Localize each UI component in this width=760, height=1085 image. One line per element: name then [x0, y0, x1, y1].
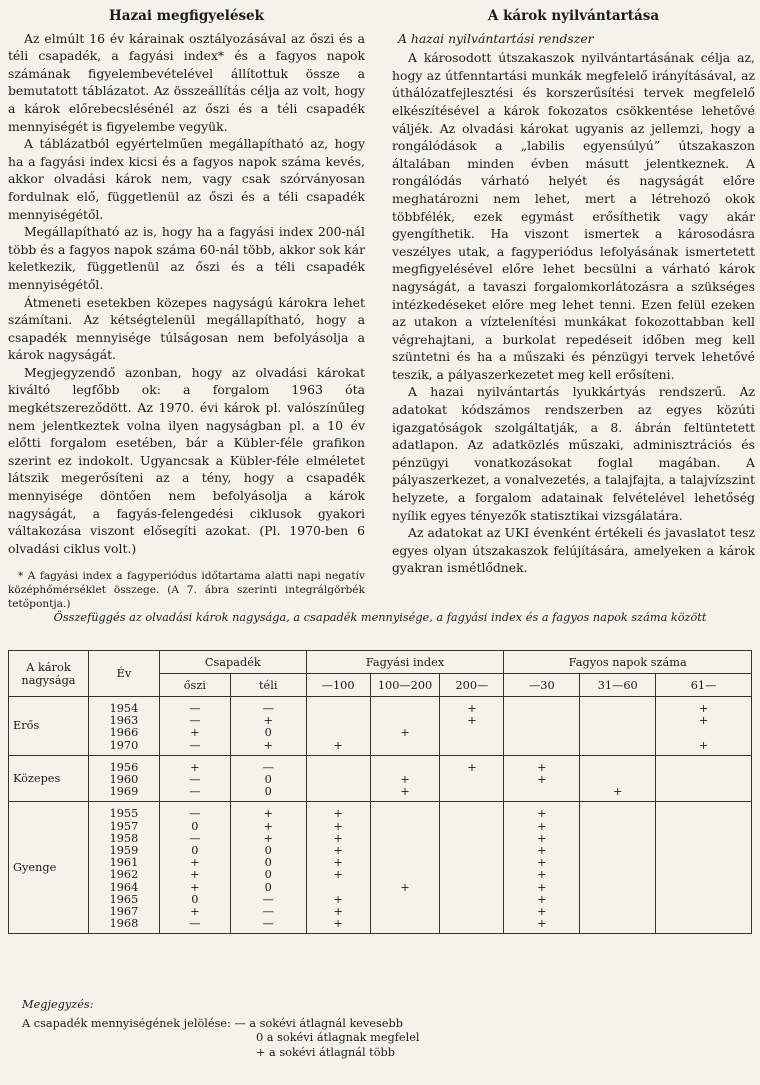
left-paragraph-1: Az elmúlt 16 év kárainak osztályozásával az őszi és a téli csapadék, a fagyási index* és a fagyos napok számának figyelembevételével állítottuk össze a bemutatott táblázatot. Az összeállítás célja az volt, hogy a károk előrebecslésénél az őszi és a téli csapadék mennyiségét is figyelembe vegyük.: [8, 30, 365, 134]
left-paragraph-3: Megállapítható az is, hogy ha a fagyási index 200-nál több és a fagyos napok száma 60-nál több, akkor sok kár keletkezik, függetlenül az őszi és a téli csapadék mennyiségétől.: [8, 224, 365, 292]
cell-fn3: [656, 755, 752, 802]
cell-fi2: +: [370, 697, 440, 756]
notes-title: Megjegyzés:: [22, 998, 94, 1011]
cell-fn3: [656, 802, 752, 934]
left-paragraph-5: Megjegyzendő azonban, hogy az olvadási károkat kiváltó legfőbb ok: a forgalom 1963 óta megkétszereződött. Az 1970. évi károk pl. valószínűleg nem jelentkeztek volna ilyen nagyságban pl. a 10 év előtti forgalom esetében, bár a Kübler-féle grafikon szerint ez indokolt. Ugyancsak a Kübler-féle elméletet látszik megerősíteni az a tény, hogy a csapadék mennyisége döntően nem befolyásolja a károk nagyságát, a fagyás-felengedési ciklusok gyakori váltakozása viszont elősegíti azokat. (Pl. 1970-ben 6 olvadási ciklus volt.): [8, 364, 365, 556]
cell-years: 1954 1963 1966 1970: [88, 697, 159, 756]
right-column: [392, 8, 755, 577]
cell-fi1: [306, 755, 370, 802]
cell-fn1: + + + + + + + + + +: [504, 802, 580, 934]
header-damage-size: A károk nagysága: [9, 651, 89, 697]
header-fi-2: 100—200: [370, 674, 440, 697]
cell-fn2: [580, 802, 656, 934]
damage-category: Gyenge: [9, 802, 89, 934]
header-precipitation: Csapadék: [159, 651, 306, 674]
header-fn-2: 31—60: [580, 674, 656, 697]
header-fi-3: 200—: [440, 674, 504, 697]
cell-teli: + + + 0 0 0 0 — — —: [230, 802, 306, 934]
right-subheading: A hazai nyilvántartási rendszer: [398, 30, 594, 46]
notes-line-1: A csapadék mennyiségének jelölése: — a sokévi átlagnál kevesebb: [22, 1016, 403, 1030]
header-winter: téli: [230, 674, 306, 697]
damage-table: [8, 650, 752, 934]
header-fn-1: —30: [504, 674, 580, 697]
table-title: Összefüggés az olvadási károk nagysága, a csapadék mennyisége, a fagyási index és a fagyos napok száma között: [53, 611, 707, 624]
notes-line-2: 0 a sokévi átlagnak megfelel: [256, 1031, 420, 1044]
cell-years: 1955 1957 1958 1959 1961 1962 1964 1965 1967 1968: [88, 802, 159, 934]
header-year: Év: [88, 651, 159, 697]
cell-oszi: — — + —: [159, 697, 230, 756]
table-row: [9, 697, 752, 756]
cell-fn3: + + +: [656, 697, 752, 756]
header-fi-1: —100: [306, 674, 370, 697]
right-paragraph-3: Az adatokat az UKI évenként értékeli és javaslatot tesz egyes olyan útszakaszok felújítására, amelyeken a károk gyakran ismétlődnek.: [392, 525, 755, 576]
left-paragraph-4: Átmeneti esetekben közepes nagyságú károkra lehet számítani. Az kétségtelenül megállapítható, hogy a csapadék mennyisége túlságosan nem befolyásolja a károk nagyságát.: [8, 294, 365, 363]
table-row: [9, 802, 752, 934]
cell-fi3: + +: [440, 697, 504, 756]
damage-category: Közepes: [9, 755, 89, 802]
cell-fi2: + +: [370, 755, 440, 802]
cell-oszi: — 0 — 0 + + + 0 + —: [159, 802, 230, 934]
table-row: [9, 755, 752, 802]
cell-fi2: +: [370, 802, 440, 934]
footnote: * A fagyási index a fagyperiódus időtartama alatti napi negatív középhőmérséklet összege. (A 7. ábra szerinti integrálgörbék tetőpontja.): [8, 570, 365, 611]
left-paragraph-2: A táblázatból egyértelműen megállapítható az, hogy ha a fagyási index kicsi és a fagyos napok száma kevés, akkor olvadási károk nem, vagy csak szórványosan fordulnak elő, függetlenül az őszi és a téli csapadék mennyiségétől.: [8, 136, 365, 222]
header-frost-days: Fagyos napok száma: [504, 651, 752, 674]
cell-fi3: [440, 802, 504, 934]
cell-teli: — + 0 +: [230, 697, 306, 756]
cell-teli: — 0 0: [230, 755, 306, 802]
header-fn-3: 61—: [656, 674, 752, 697]
notes-line-3: + a sokévi átlagnál több: [256, 1045, 395, 1059]
notes: [22, 998, 420, 1060]
cell-fn2: [580, 697, 656, 756]
cell-fn1: [504, 697, 580, 756]
cell-fn1: + +: [504, 755, 580, 802]
damage-category: Erős: [9, 697, 89, 756]
cell-fn2: +: [580, 755, 656, 802]
left-column: [8, 8, 365, 611]
header-autumn: őszi: [159, 674, 230, 697]
header-frost-index: Fagyási index: [306, 651, 504, 674]
cell-years: 1956 1960 1969: [88, 755, 159, 802]
cell-fi1: + + + + + + + + +: [306, 802, 370, 934]
right-paragraph-2: A hazai nyilvántartás lyukkártyás rendszerű. Az adatokat kódszámos rendszerben az egyes közúti igazgatóságok szolgáltatják, a 8. ábrán feltüntetett adatlapon. Az adatközlés műszaki, adminisztrációs és pénzügyi vonatkozásokat foglal magában. A pályaszerkezet, a vonalvezetés, a talajfajta, a talajvízszint helyzete, a forgalom adatainak felvételével lehetőség nyílik egyes tényezők statisztikai vizsgálatára.: [392, 384, 755, 523]
right-paragraph-1: A károsodott útszakaszok nyilvántartásának célja az, hogy az útfenntartási munkák megfelelő irányításával, az úthálózatfejlesztési és korszerűsítési tervek megfelelő elkészítésével a károk fokozatos csökkentése lehetővé váljék. Az olvadási károkat ugyanis az jellemzi, hogy a rongálódások a „labilis egyensúlyú” útszakaszon általában minden évben másutt jelentkeznek. A rongálódás várható helyét és nagyságát előre meghatározni nem lehet, mert a létrehozó okok többfélék, ezek egymást erősíthetik vagy akár gyengíthetik. Ha viszont ismertek a károsodásra veszélyes utak, a fagyperiódus lefolyásának ismertetett megfigyelésével előre lehet becsülni a várható károk nagyságát, a tavaszi forgalomkorlátozásra a szükséges intézkedéseket előre meg lehet tenni. Ezen felül ezeken az utakon a víztelenítési munkákat fokozottabban kell végrehajtani, a burkolat repedéseit időben meg kell szüntetni és ha a műszaki és pénzügyi tervek lehetővé teszik, a pályaszerkezetet meg kell erősíteni.: [392, 50, 755, 382]
left-heading: Hazai megfigyelések: [108, 8, 264, 24]
right-heading: A károk nyilvántartása: [487, 8, 660, 24]
cell-fi1: +: [306, 697, 370, 756]
cell-oszi: + — —: [159, 755, 230, 802]
cell-fi3: +: [440, 755, 504, 802]
